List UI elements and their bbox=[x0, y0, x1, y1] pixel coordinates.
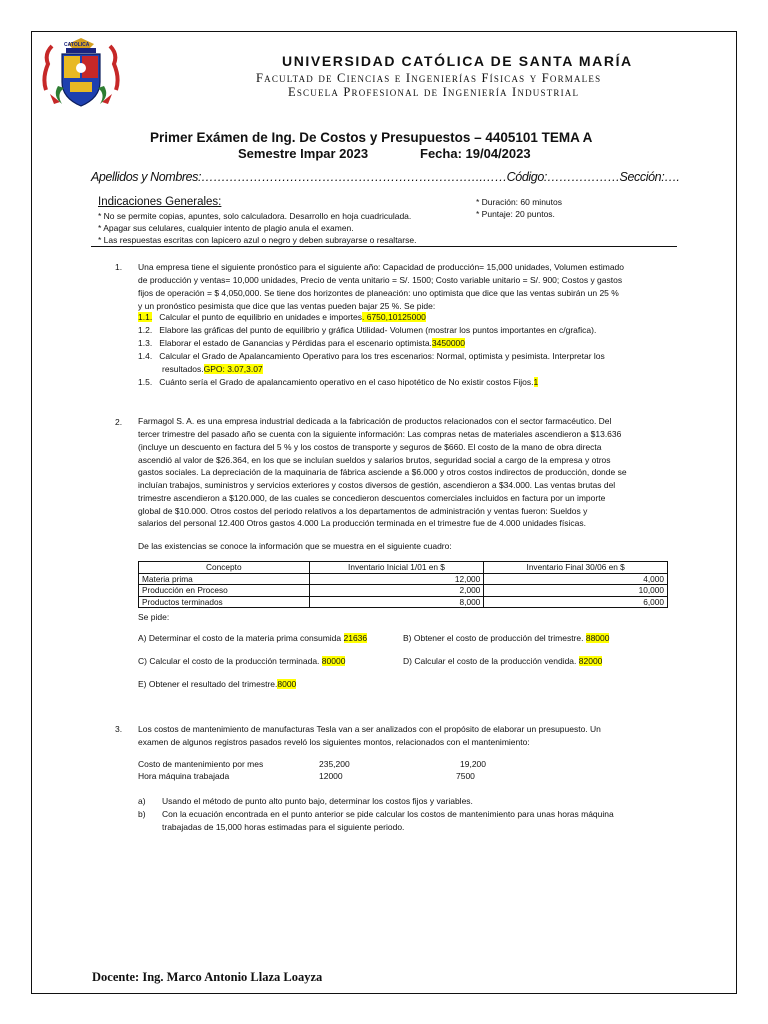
q1-sub-3-number: 1.3. bbox=[138, 338, 153, 348]
crest-logo-text: CATOLICA bbox=[64, 42, 90, 48]
q3-data-value: 12000 bbox=[319, 771, 343, 781]
table-cell: 12,000 bbox=[309, 573, 484, 585]
q3-part-a-label: a) bbox=[138, 796, 146, 806]
q1-sub-1-number: 1.1. bbox=[138, 312, 153, 322]
q2-part-c-text: C) Calcular el costo de la producción terminada. bbox=[138, 656, 322, 666]
q1-sub-2-number: 1.2. bbox=[138, 325, 153, 335]
q1-sub-4 bbox=[138, 350, 605, 363]
table-header-cell: Inventario Final 30/06 en $ bbox=[484, 562, 668, 574]
table-row bbox=[139, 585, 668, 597]
exam-duration: * Duración: 60 minutos bbox=[476, 197, 562, 207]
question-2-line: global de $10.000. Otros costos del periodo relativos a los departamentos de administración y ventas fueron: Sueldos y bbox=[138, 506, 588, 516]
question-2-line: (incluye un descuento en factura del 5 % y los costos de transporte y seguros de $660. El costo de la mano de obra directa bbox=[138, 442, 602, 452]
university-name: UNIVERSIDAD CATÓLICA DE SANTA MARÍA bbox=[282, 53, 633, 69]
q3-data-label: Hora máquina trabajada bbox=[138, 771, 230, 781]
question-2-number: 2. bbox=[115, 417, 123, 427]
q2-part-c-answer: 80000 bbox=[321, 656, 346, 666]
q1-sub-4-cont bbox=[162, 363, 263, 376]
header-divider bbox=[91, 246, 677, 247]
table-header-cell: Inventario Inicial 1/01 en $ bbox=[309, 562, 484, 574]
q1-sub-3-text: Elaborar el estado de Ganancias y Pérdidas para el escenario optimista. bbox=[159, 338, 432, 348]
instructions-heading: Indicaciones Generales: bbox=[98, 196, 222, 208]
q1-sub-1-answer: . 6750,10125000 bbox=[362, 312, 426, 322]
q2-part-b-text: B) Obtener el costo de producción del trimestre. bbox=[403, 633, 586, 643]
exam-semester: Semestre Impar 2023 bbox=[238, 146, 369, 161]
q2-part-b-answer: 88000 bbox=[585, 633, 610, 643]
table-cell: 10,000 bbox=[484, 585, 668, 597]
q3-data-value: 7500 bbox=[456, 771, 475, 781]
q3-data-label: Costo de mantenimiento por mes bbox=[138, 759, 264, 769]
exam-title: Primer Exámen de Ing. De Costos y Presupuestos – 4405101 TEMA A bbox=[150, 130, 593, 145]
q2-part-d bbox=[403, 655, 602, 668]
question-2-line: trimestre ascendieron a $120.000, de las cuales se concedieron descuentos comerciales incluidos en factura por un importe bbox=[138, 493, 606, 503]
table-cell: Productos terminados bbox=[139, 596, 310, 608]
university-crest-logo bbox=[40, 38, 122, 110]
q2-part-c bbox=[138, 655, 345, 668]
q1-sub-2-text: Elabore las gráficas del punto de equilibrio y gráfica Utilidad- Volumen (mostrar los puntos importantes en c/grafica). bbox=[159, 325, 597, 335]
instruction-item: * Las respuestas escritas con lapicero azul o negro y deben subrayarse o resaltarse. bbox=[98, 235, 417, 245]
table-intro: De las existencias se conoce la información que se muestra en el siguiente cuadro: bbox=[138, 541, 452, 551]
q1-sub-5-number: 1.5. bbox=[138, 377, 153, 387]
question-2-line: ascendió al valor de $26.364, en los que se incluían sueldos y salarios brutos, seguridad social a cargo de la empresa y otros bbox=[138, 455, 611, 465]
school-name: Escuela Profesional de Ingeniería Industrial bbox=[288, 85, 580, 99]
q2-part-e-answer: 8000 bbox=[277, 679, 297, 689]
teacher-name: Docente: Ing. Marco Antonio Llaza Loayza bbox=[92, 970, 323, 984]
question-2-line: tercer trimestre del pasado año se cuenta con la siguiente información: Las compras netas de materiales ascendieron a $13.636 bbox=[138, 429, 622, 439]
instruction-item: * Apagar sus celulares, cualquier intento de plagio anula el examen. bbox=[98, 223, 354, 233]
q2-part-e-text: E) Obtener el resultado del trimestre. bbox=[138, 679, 278, 689]
q2-part-a-text: A) Determinar el costo de la materia prima consumida bbox=[138, 633, 344, 643]
table-cell: 4,000 bbox=[484, 573, 668, 585]
question-1-line: fijos de operación = $ 4,050,000. Se tiene dos horizontes de planeación: uno optimista que dice que las ventas subirán un 25 % bbox=[138, 288, 619, 298]
question-1-line: Una empresa tiene el siguiente pronóstico para el siguiente año: Capacidad de producción= 15,000 unidades, Volumen estimado bbox=[138, 262, 625, 272]
q3-data-value: 235,200 bbox=[319, 759, 350, 769]
table-cell: 2,000 bbox=[309, 585, 484, 597]
q2-part-a bbox=[138, 632, 367, 645]
q2-part-d-answer: 82000 bbox=[578, 656, 603, 666]
q1-sub-4-number: 1.4. bbox=[138, 351, 153, 361]
question-2-line: Farmagol S. A. es una empresa industrial dedicada a la fabricación de productos relacionados con el sector farmacéutico. Del bbox=[138, 416, 612, 426]
table-header-row bbox=[139, 562, 668, 574]
q1-sub-2 bbox=[138, 324, 596, 337]
student-info-line: Apellidos y Nombres:…………………………………………………………….……Código:………………Sección:…. bbox=[91, 170, 680, 184]
question-3-line: examen de algunos registros pasados reveló los siguientes montos, relacionados con el mantenimiento: bbox=[138, 737, 530, 747]
q1-sub-1 bbox=[138, 311, 426, 324]
q3-part-b-label: b) bbox=[138, 809, 146, 819]
question-1-line: de producción y ventas= 10,000 unidades, Precio de venta unitario = S/. 1500; Costo variable unitario = S/. 900; Costos y gastos bbox=[138, 275, 623, 285]
q1-sub-5-text: Cuánto sería el Grado de apalancamiento operativo en el caso hipotético de No existir costos Fijos. bbox=[159, 377, 534, 387]
q1-sub-4-cont-text: resultados. bbox=[162, 364, 204, 374]
q1-sub-5-answer: 1 bbox=[533, 377, 539, 387]
q2-part-a-answer: 21636 bbox=[343, 633, 368, 643]
table-cell: 8,000 bbox=[309, 596, 484, 608]
q1-sub-4-text: Calcular el Grado de Apalancamiento Operativo para los tres escenarios: Normal, optimista y pesimista. Interpretar los bbox=[159, 351, 605, 361]
q3-part-b-text-cont: trabajadas de 15,000 horas estimadas para el siguiente periodo. bbox=[162, 822, 405, 832]
table-cell: Producción en Proceso bbox=[139, 585, 310, 597]
q1-sub-4-answer: GPO: 3.07,3.07 bbox=[203, 364, 263, 374]
q3-data-value: 19,200 bbox=[460, 759, 486, 769]
instruction-item: * No se permite copias, apuntes, solo calculadora. Desarrollo en hoja cuadriculada. bbox=[98, 211, 412, 221]
question-2-line: incluían trabajos, suministros y servicios exteriores y costos diversos de gestión, ascendieron a $34.000. Las ventas brutas del bbox=[138, 480, 616, 490]
q1-sub-1-text: Calcular el punto de equilibrio en unidades e importes bbox=[159, 312, 362, 322]
question-3-number: 3. bbox=[115, 724, 123, 734]
q1-sub-3 bbox=[138, 337, 465, 350]
q1-sub-3-answer: 3450000 bbox=[431, 338, 466, 348]
question-2-line: gastos sociales. La depreciación de la maquinaria de fábrica asciende a $6.000 y otros costos indirectos de producción, donde se bbox=[138, 467, 627, 477]
q2-part-e bbox=[138, 678, 296, 691]
question-1-number: 1. bbox=[115, 262, 123, 272]
exam-score: * Puntaje: 20 puntos. bbox=[476, 209, 555, 219]
q3-part-b-text: Con la ecuación encontrada en el punto anterior se pide calcular los costos de mantenimiento para unas horas máquina bbox=[162, 809, 614, 819]
q1-sub-5 bbox=[138, 376, 538, 389]
question-3-line: Los costos de mantenimiento de manufacturas Tesla van a ser analizados con el propósito de elaborar un presupuesto. Un bbox=[138, 724, 601, 734]
table-cell: 6,000 bbox=[484, 596, 668, 608]
question-1-line: y un pronóstico pesimista que dice que las ventas pueden bajar 25 %. Se pide: bbox=[138, 301, 436, 311]
table-row bbox=[139, 596, 668, 608]
table-row bbox=[139, 573, 668, 585]
q2-part-b bbox=[403, 632, 609, 645]
q2-part-d-text: D) Calcular el costo de la producción vendida. bbox=[403, 656, 579, 666]
faculty-name: Facultad de Ciencias e Ingenierías Físicas y Formales bbox=[256, 71, 602, 85]
table-cell: Materia prima bbox=[139, 573, 310, 585]
question-2-line: salarios del personal 12.400 Otros gastos 4.000 La producción terminada en el trimestre fue de 4.000 unidades físicas. bbox=[138, 518, 586, 528]
table-header-cell: Concepto bbox=[139, 562, 310, 574]
exam-date: Fecha: 19/04/2023 bbox=[420, 146, 531, 161]
se-pide-label: Se pide: bbox=[138, 612, 170, 622]
q3-part-a-text: Usando el método de punto alto punto bajo, determinar los costos fijos y variables. bbox=[162, 796, 473, 806]
inventory-table bbox=[138, 561, 668, 608]
